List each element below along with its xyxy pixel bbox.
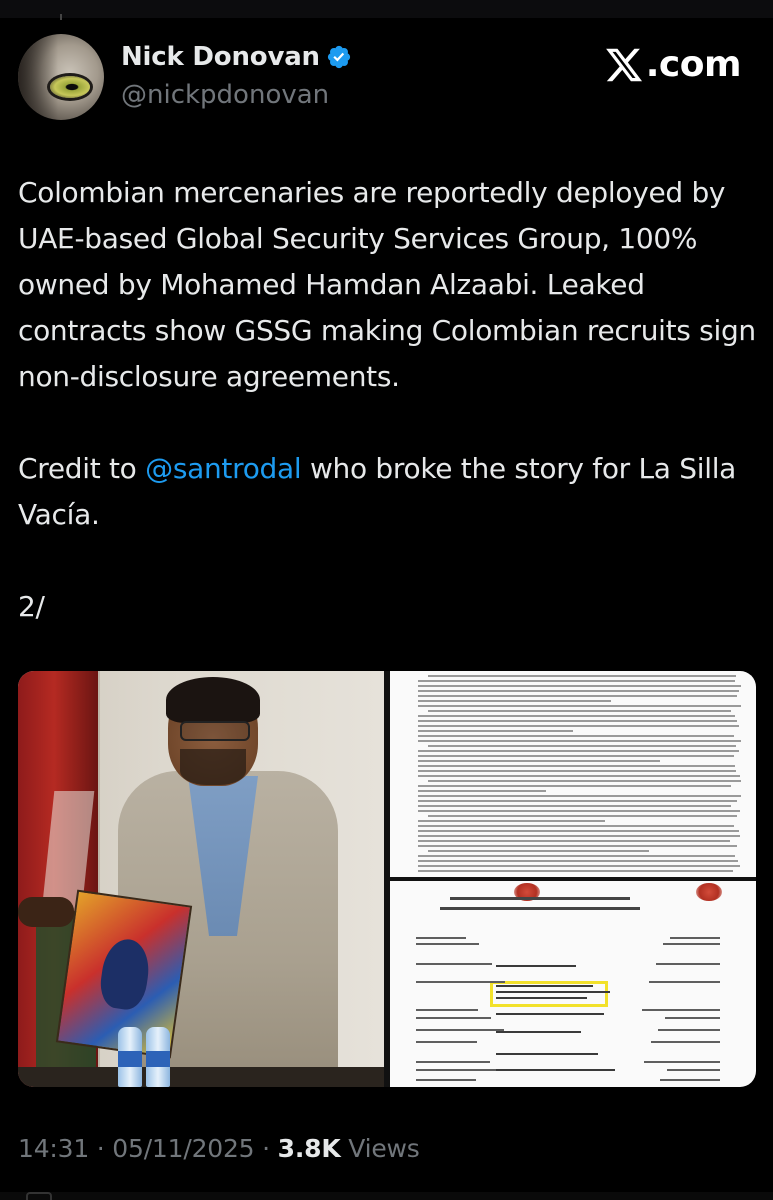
certificate-arabic-line (642, 1009, 720, 1011)
document-text-line (418, 730, 573, 732)
certificate-label-line (416, 963, 492, 965)
meta-separator: · (96, 1134, 105, 1163)
document-text-line (428, 675, 736, 677)
person-beard (180, 749, 246, 785)
document-text-line (418, 805, 731, 807)
tweet-meta (18, 1134, 420, 1163)
certificate-value-line (496, 997, 587, 999)
certificate-value-line (496, 1053, 598, 1055)
certificate-arabic-line (656, 963, 720, 965)
certificate-value-line (496, 985, 593, 987)
document-text-line (428, 710, 731, 712)
document-text-line (428, 815, 737, 817)
certificate-title-english (440, 907, 640, 910)
credit-prefix: Credit to (18, 452, 146, 485)
certificate-arabic-line (658, 1029, 720, 1031)
document-text-line (418, 740, 741, 742)
thread-marker: 2/ (18, 590, 45, 623)
document-text-line (418, 720, 737, 722)
document-text-line (418, 700, 611, 702)
certificate-value-line (496, 1031, 581, 1033)
mention-link[interactable]: @santrodal (145, 452, 302, 485)
verified-badge-icon (326, 44, 352, 70)
document-text-line (418, 840, 730, 842)
handle[interactable]: @nickpdonovan (121, 80, 330, 110)
document-text-line (418, 775, 740, 777)
display-name-row[interactable] (121, 42, 352, 72)
certificate-label-line (416, 1079, 476, 1081)
document-text-line (418, 735, 734, 737)
document-text-line (418, 770, 736, 772)
document-text-line (418, 810, 740, 812)
document-text-line (418, 695, 737, 697)
media-grid (18, 671, 756, 1087)
document-text-line (418, 685, 741, 687)
certificate-arabic-line (670, 937, 720, 939)
certificate-value-line (496, 1069, 615, 1071)
certificate-value-line (496, 1013, 604, 1015)
certificate-value-line (496, 965, 576, 967)
avatar[interactable] (18, 34, 104, 120)
document-text-line (418, 855, 735, 857)
certificate-title-arabic (450, 897, 630, 900)
emblem-icon (696, 883, 722, 901)
top-status-strip (0, 0, 773, 18)
credit-paragraph (18, 446, 758, 538)
document-text-line (418, 820, 605, 822)
document-text-line (418, 870, 733, 872)
document-text-line (418, 680, 735, 682)
document-text-line (418, 690, 739, 692)
brand-watermark (604, 44, 741, 85)
media-vat-certificate[interactable] (390, 881, 756, 1087)
document-text-line (418, 830, 739, 832)
brand-text: .com (645, 44, 741, 85)
document-text-line (428, 745, 736, 747)
document-text-line (418, 785, 731, 787)
bottom-mark (26, 1192, 52, 1200)
document-text-line (418, 825, 734, 827)
certificate-arabic-line (644, 1061, 720, 1063)
certificate-label-line (416, 1061, 490, 1063)
certificate-label-line (416, 1017, 491, 1019)
document-text-line (418, 790, 546, 792)
document-text-line (418, 845, 737, 847)
certificate-arabic-line (649, 981, 720, 983)
display-name[interactable]: Nick Donovan (121, 42, 320, 72)
meta-separator: · (262, 1134, 270, 1163)
handshake-hand (18, 897, 74, 927)
table-edge (18, 1067, 384, 1087)
document-text-line (418, 755, 734, 757)
document-text-line (418, 705, 741, 707)
document-text-line (418, 765, 735, 767)
document-text-line (418, 795, 741, 797)
certificate-label-line (416, 981, 505, 983)
views-label[interactable]: Views (348, 1134, 420, 1163)
credit-suffix: who broke the story for La Silla Vacía. (18, 452, 737, 531)
certificate-label-line (416, 1069, 503, 1071)
certificate-value-line (496, 991, 610, 993)
views-count[interactable]: 3.8K (277, 1134, 341, 1163)
tweet-date[interactable]: 05/11/2025 (112, 1134, 255, 1163)
person-glasses (180, 721, 250, 741)
document-text-line (418, 750, 739, 752)
document-text-line (418, 715, 735, 717)
certificate-label-line (416, 1041, 477, 1043)
document-text-line (418, 865, 740, 867)
person-hair (166, 677, 260, 723)
certificate-label-line (416, 1029, 504, 1031)
bottle-label (146, 1051, 170, 1067)
document-text-line (418, 835, 740, 837)
bottom-strip (0, 1192, 773, 1200)
water-bottle (146, 1027, 170, 1087)
document-text-line (428, 850, 649, 852)
tweet-paragraph: Colombian mercenaries are reportedly deployed by UAE-based Global Security Services Group, 100% owned by Mohamed Hamdan Alzaabi. Leaked contracts show GSSG making Colombian recruits sign non-disclosure agreements. (18, 176, 756, 393)
certificate-label-line (416, 1009, 478, 1011)
paragraph-gap (18, 400, 758, 446)
avatar-fur (18, 34, 58, 120)
certificate-label-line (416, 943, 479, 945)
tweet-time[interactable]: 14:31 (18, 1134, 90, 1163)
x-logo-icon (604, 45, 644, 85)
water-bottle (118, 1027, 142, 1087)
document-text-line (428, 780, 741, 782)
cat-eye-icon (50, 76, 90, 98)
bag-artwork (97, 936, 152, 1012)
certificate-arabic-line (660, 1079, 720, 1081)
certificate-arabic-line (651, 1041, 720, 1043)
document-text-line (418, 760, 660, 762)
certificate-arabic-line (665, 1017, 720, 1019)
bottle-label (118, 1051, 142, 1067)
certificate-label-line (416, 937, 466, 939)
media-contract-document[interactable] (390, 671, 756, 877)
paragraph-gap (18, 538, 758, 584)
document-text-line (418, 800, 737, 802)
document-text-line (418, 860, 738, 862)
certificate-arabic-line (667, 1069, 720, 1071)
strip-tick (60, 14, 62, 20)
tweet-text (18, 170, 758, 630)
certificate-arabic-line (663, 943, 720, 945)
document-text-line (418, 725, 739, 727)
media-photo[interactable] (18, 671, 384, 1087)
